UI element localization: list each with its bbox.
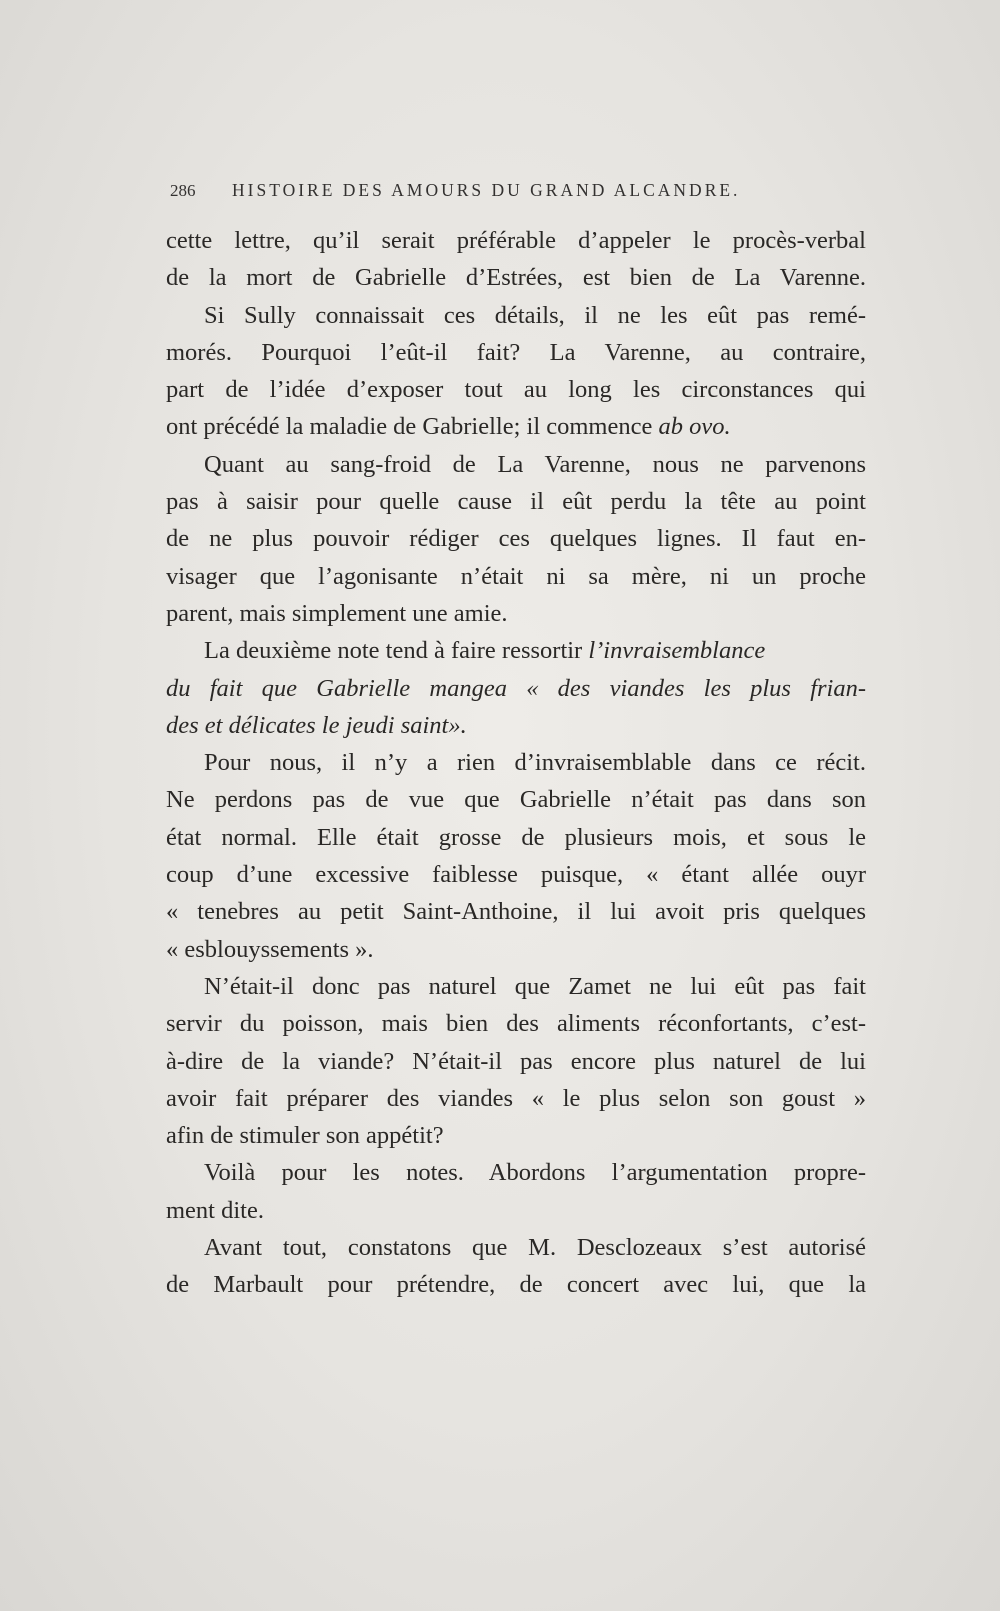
line-text: cette lettre, qu’il serait préférable d’appeler le procès-verbal [166, 227, 866, 254]
text-line [166, 819, 866, 856]
line-text: part de l’idée d’exposer tout au long les circonstances qui [166, 376, 866, 404]
line-text: visager que l’agonisante n’était ni sa mère, ni un proche [166, 562, 866, 590]
italic-text: du fait que Gabrielle mangea « des viandes les plus frian- [166, 674, 866, 702]
line-text: ont précédé la maladie de Gabrielle; il commence [166, 413, 653, 441]
line-text: « tenebres au petit Saint-Anthoine, il lui avoit pris quelques [166, 898, 866, 926]
line-text: de Marbault pour prétendre, de concert avec lui, que la [166, 1271, 866, 1299]
line-text: N’était-il donc pas naturel que Zamet ne lui eût pas fait [204, 972, 866, 1000]
line-text: pas à saisir pour quelle cause il eût perdu la tête au point [166, 488, 866, 516]
text-line [166, 781, 866, 818]
text-line [166, 632, 866, 669]
line-text: parent, mais simplement une amie. [166, 599, 508, 627]
text-line [166, 1229, 866, 1266]
line-text: Si Sully connaissait ces détails, il ne les eût pas remé- [204, 301, 866, 329]
line-text: Pour nous, il n’y a rien d’invraisemblable dans ce récit. [204, 749, 866, 777]
line-text: avoir fait préparer des viandes « le plus selon son goust » [166, 1084, 866, 1112]
line-text: morés. Pourquoi l’eût-il fait? La Varenne, au contraire, [166, 338, 866, 366]
text-line [166, 371, 866, 408]
text-line [166, 334, 866, 371]
text-line [166, 259, 866, 296]
line-text: ment dite. [166, 1196, 264, 1224]
body-text [166, 222, 866, 1304]
line-text: Voilà pour les notes. Abordons l’argumentation propre- [204, 1159, 866, 1187]
text-line [166, 1080, 866, 1117]
text-line [166, 558, 866, 595]
text-line [166, 1192, 866, 1229]
text-line [166, 670, 866, 707]
line-text: Avant tout, constatons que M. Desclozeaux s’est autorisé [204, 1234, 866, 1262]
italic-text: ab ovo. [658, 413, 731, 441]
text-line [166, 483, 866, 520]
italic-text: l’invraisemblance [588, 637, 766, 665]
text-line [166, 1154, 866, 1191]
line-text: « esblouyssements ». [166, 935, 374, 963]
line-text: La deuxième note tend à faire ressortir [204, 637, 583, 665]
text-line [166, 968, 866, 1005]
line-text: Ne perdons pas de vue que Gabrielle n’était pas dans son [166, 786, 866, 814]
line-text: état normal. Elle était grosse de plusieurs mois, et sous le [166, 823, 866, 851]
text-line [166, 1005, 866, 1042]
text-line [166, 520, 866, 557]
text-line [166, 931, 866, 968]
text-line [166, 856, 866, 893]
line-text: Quant au sang-froid de La Varenne, nous ne parvenons [204, 450, 866, 478]
text-line [166, 222, 866, 259]
italic-text: des et délicates le jeudi saint». [166, 711, 467, 739]
text-line [166, 297, 866, 334]
text-line [166, 744, 866, 781]
running-head [170, 180, 860, 201]
running-title: HISTOIRE DES AMOURS DU GRAND ALCANDRE. [232, 180, 741, 200]
text-line [166, 1266, 866, 1303]
line-text: afin de stimuler son appétit? [166, 1122, 444, 1150]
text-line [166, 707, 866, 744]
text-line [166, 1043, 866, 1080]
text-line [166, 595, 866, 632]
text-line [166, 408, 866, 445]
line-text: de la mort de Gabrielle d’Estrées, est bien de La Varenne. [166, 264, 866, 292]
line-text: coup d’une excessive faiblesse puisque, « étant allée ouyr [166, 861, 866, 889]
text-line [166, 446, 866, 483]
page-number: 286 [170, 181, 196, 200]
line-text: de ne plus pouvoir rédiger ces quelques lignes. Il faut en- [166, 525, 866, 553]
line-text: servir du poisson, mais bien des aliments réconfortants, c’est- [166, 1010, 866, 1038]
line-text: à-dire de la viande? N’était-il pas encore plus naturel de lui [166, 1047, 866, 1075]
text-line [166, 893, 866, 930]
text-line [166, 1117, 866, 1154]
